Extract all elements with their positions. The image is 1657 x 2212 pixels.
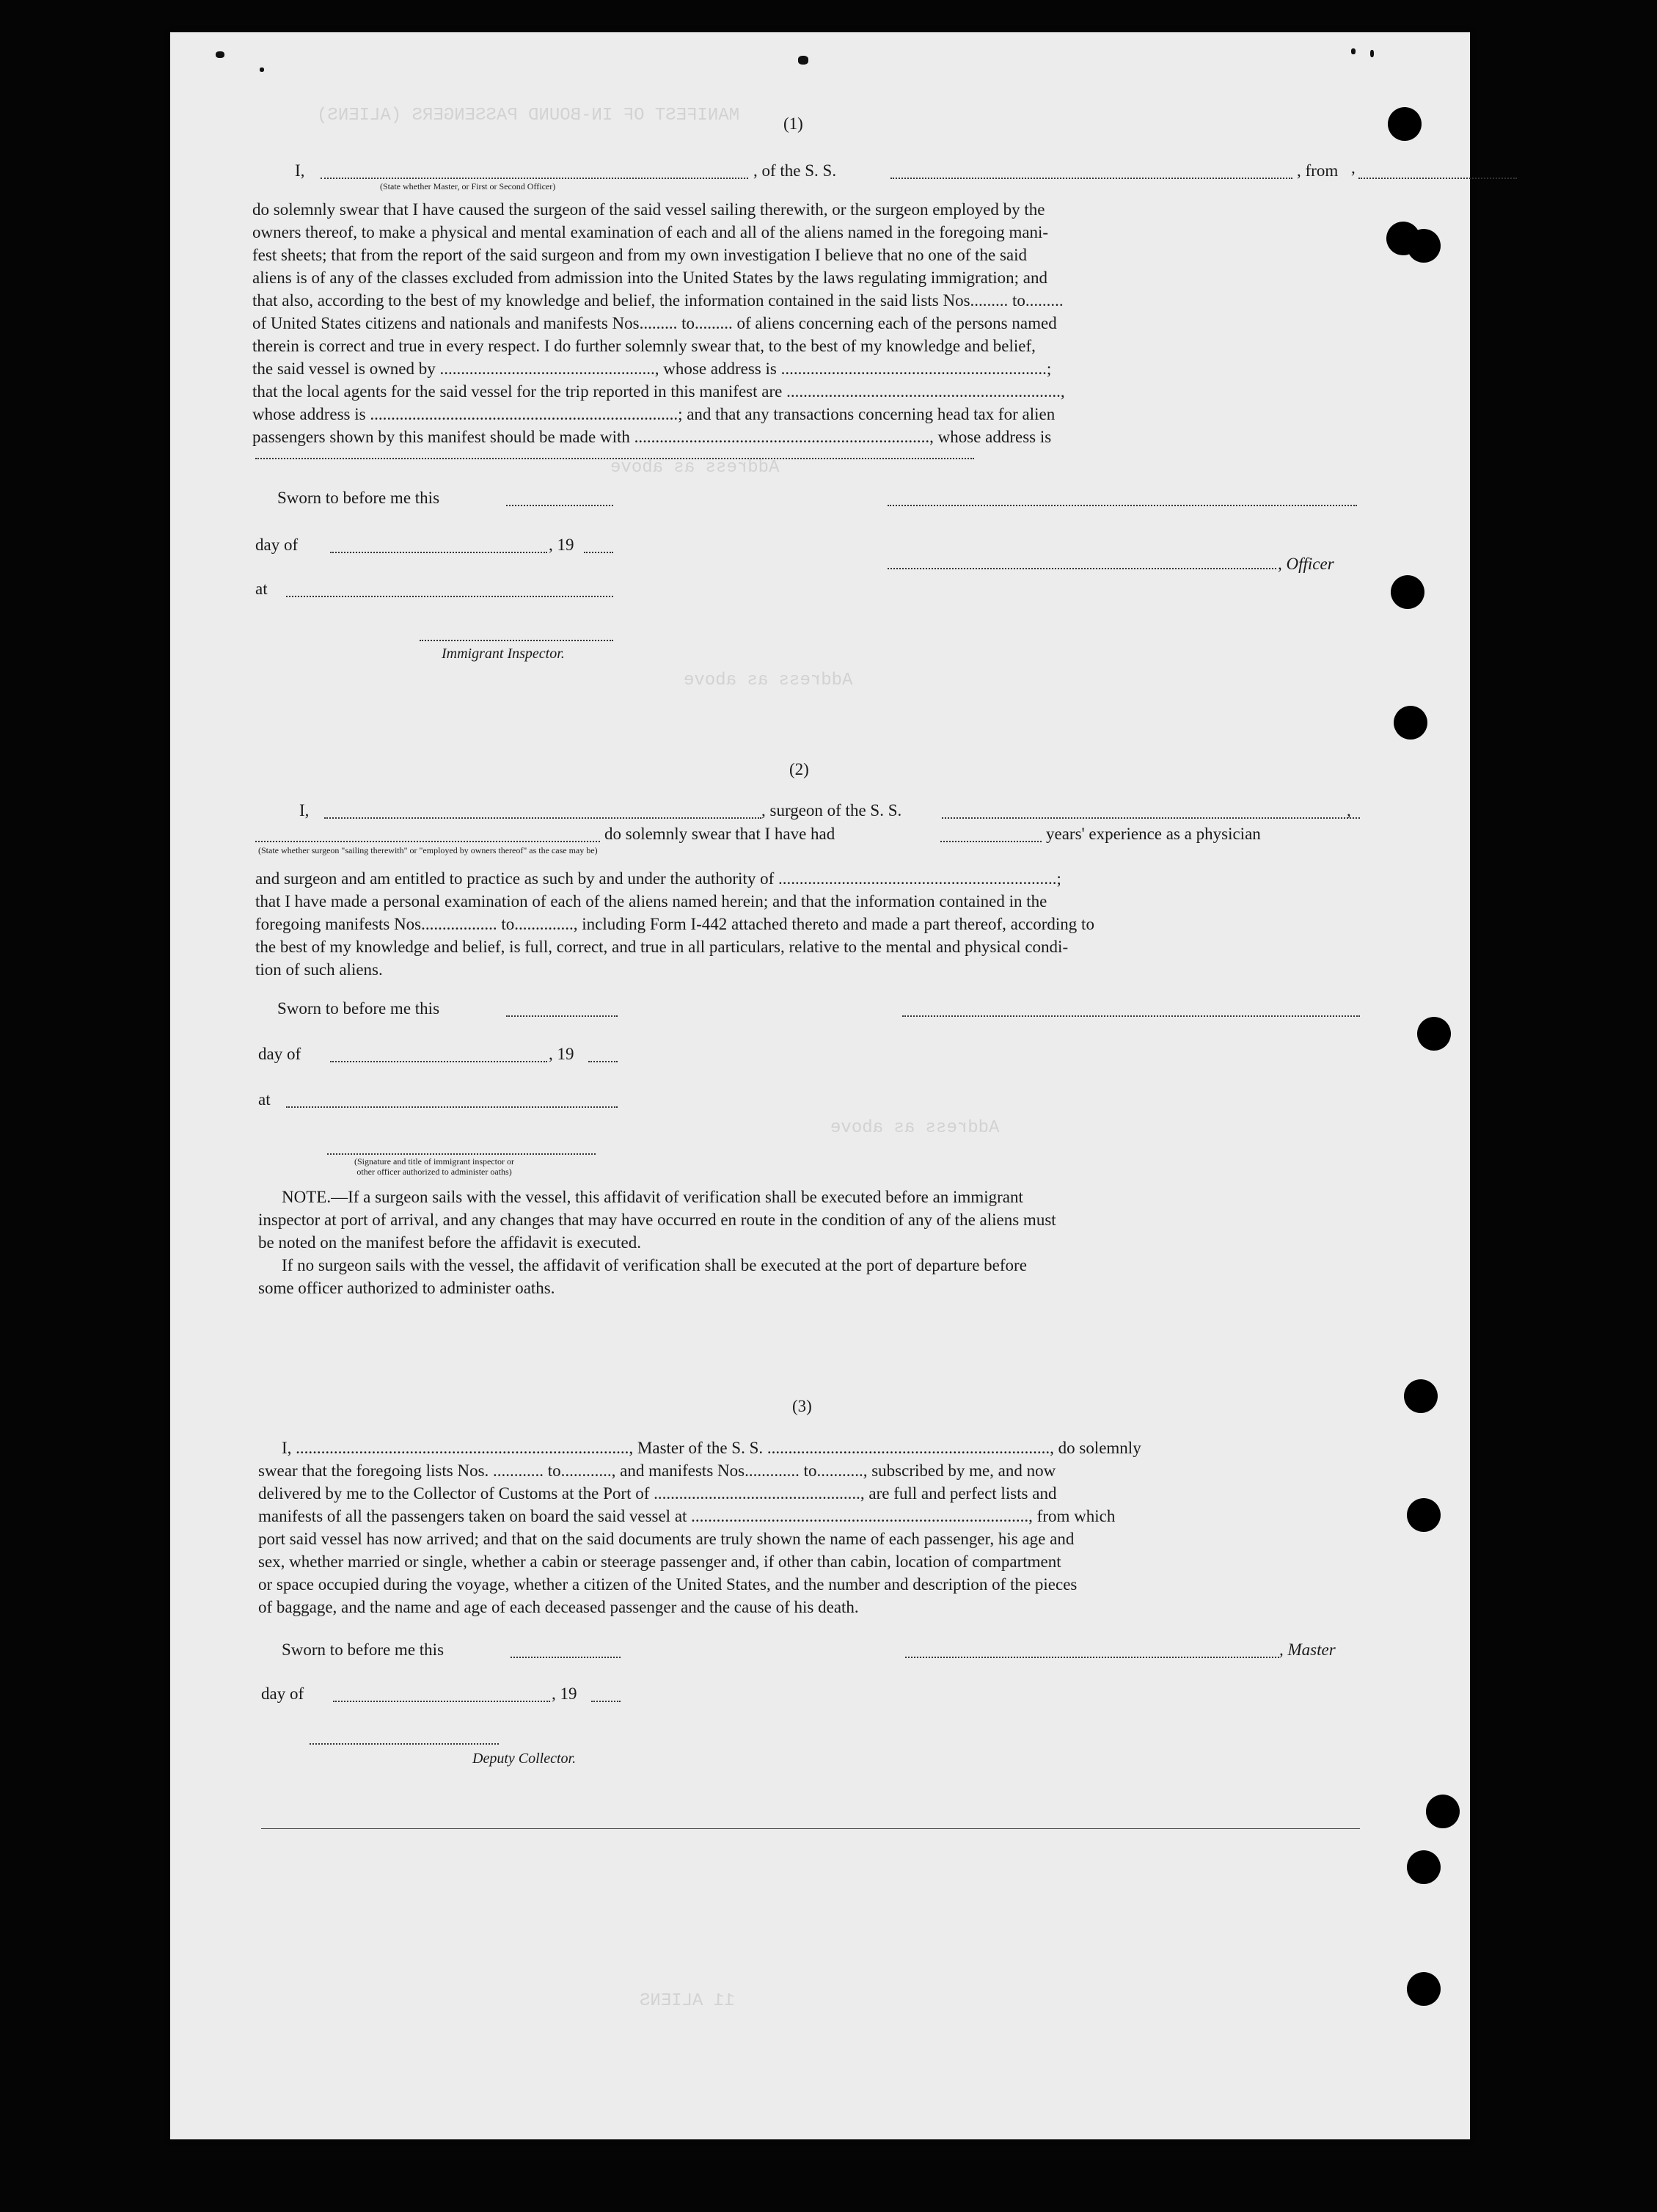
at-place-field xyxy=(286,596,613,597)
officer-rank-note: (State whether Master, or First or Second Officer) xyxy=(380,181,556,191)
immigrant-inspector-label: Immigrant Inspector. xyxy=(442,646,565,662)
year-field xyxy=(584,552,613,553)
text-line: fest sheets; that from the report of the said surgeon and from my own investigation I believe that no one of the said xyxy=(252,246,1028,264)
year-field xyxy=(591,1701,621,1702)
text-line: I, ..............................................................................., Master of the S. S. ..................................................................., do solemnly xyxy=(282,1439,1141,1457)
oath-i-label: I, xyxy=(295,161,305,180)
surgeon-of-ss-label: , surgeon of the S. S. xyxy=(761,801,902,820)
vessel-name-field xyxy=(890,178,1292,179)
punch-hole xyxy=(1407,229,1441,263)
month-field xyxy=(330,552,547,553)
day-of-label: day of xyxy=(261,1684,304,1703)
officer-label: , Officer xyxy=(1278,555,1334,573)
ink-mark xyxy=(1351,48,1356,54)
surgeon-vessel-field xyxy=(942,817,1360,819)
master-signature-field xyxy=(905,1657,1279,1658)
deputy-collector-label: Deputy Collector. xyxy=(472,1751,577,1767)
bottom-rule xyxy=(261,1828,1360,1829)
from-label: , from xyxy=(1297,161,1339,180)
punch-hole xyxy=(1388,107,1422,141)
text-line: tion of such aliens. xyxy=(255,960,383,979)
punch-hole xyxy=(1407,1498,1441,1532)
bleed-through-text: MANIFEST OF IN-BOUND PASSENGERS (ALIENS) xyxy=(317,106,740,125)
inspector-signature-field xyxy=(420,640,613,641)
text-line: whose address is .........................................................................; and that any transactions concerning head tax for alien xyxy=(252,405,1056,423)
of-the-ss-label: , of the S. S. xyxy=(753,161,837,180)
master-label: , Master xyxy=(1279,1640,1336,1659)
text-line: that the local agents for the said vessel for the trip reported in this manifest are ................................................................., xyxy=(252,382,1065,401)
punch-hole xyxy=(1417,1017,1451,1051)
punch-hole xyxy=(1404,1379,1438,1413)
text-line: the said vessel is owned by ..................................................., whose address is ...............................................................; xyxy=(252,359,1052,378)
text-line: that also, according to the best of my knowledge and belief, the information contained in the said lists Nos......... to......... xyxy=(252,291,1064,310)
section-1-number: (1) xyxy=(783,114,803,133)
text-line: passengers shown by this manifest should be made with ......................................................................, whose address is xyxy=(252,428,1052,446)
year-prefix: , 19 xyxy=(549,536,574,554)
document-page: MANIFEST OF IN-BOUND PASSENGERS (ALIENS) Address as above Address as above Address as above 11 ALIENS (1) I, , of the S. S. , from , (State whether Master, or First or Second Officer) do solemnly swear that I have caused the surgeon of the said vessel sailing therewith, or the surgeon employed by the owners thereof, to make a physical and mental examination of each and all of the aliens named in the foregoing mani- fest sheets; that from the report of the said surgeon and from my own investigation I believe that no one of the said aliens is of any of the classes excluded from admission into the United States by the laws regulating immigration; and that also, according to the best of my knowledge and belief, the information contained in the said lists Nos......... to......... of United States citizens and nationals and manifests Nos......... to......... of aliens concerning each of the persons named therein is correct and true in every respect. I do further solemnly swear that, to the best of my knowledge and belief, the said vessel is owned by ..................................................., whose address is ...............................................................; that the local agents for the said vessel for the trip reported in this manifest are ................................................................., whose address is .........................................................................; and that any transactions concerning head tax for alien passengers shown by this manifest should be made with ......................................................................, whose address is Sworn to before me this day of , 19 , Officer at Immigrant Inspector. (2) I, , surgeon of the S. S. , do solemnly swear that I have had years' experience as a physician (State whether surgeon "sailing therewith" or "employed by owners thereof" as the case may be) and surgeon and am entitled to practice as such by and under the authority of ..................................................................; that I have made a personal examination of each of the aliens named herein; and that the information contained in the foregoing manifests Nos.................. to.............., including Form I-442 attached thereto and made a part thereof, according to the best of my knowledge and belief, is full, correct, and true in all particulars, relative to the mental and physical condi- tion of such aliens. Sworn to before me this day of , 19 at (Signature and title of immigrant inspector or other officer authorized to administer oaths) NOTE.—If a surgeon sails with the vessel, this affidavit of verification shall be executed before an immigrant inspector at port of arrival, and any changes that may have occurred en route in the condition of any of the aliens must be noted on the manifest before the affidavit is executed. If no surgeon sails with the vessel, the affidavit of verification shall be executed at the port of departure before some officer authorized to administer oaths. (3) I, ..............................................................................., Master of the S. S. ..................................................................., do solemnly swear that the foregoing lists Nos. ............ to............, and manifests Nos............. to..........., subscribed by me, and now delivered by me to the Collector of Customs at the Port of ................................................., are full and perfect lists and manifests of all the passengers taken on board the said vessel at ................................................................................, from which port said vessel has now arrived; and that on the said documents are truly shown the name of each passenger, his age and sex, whether married or single, whether a cabin or steerage passenger and, if other than cabin, location of compartment or space occupied during the voyage, whether a citizen of the United States, and the number and description of the pieces of baggage, and the name and age of each deceased passenger and the cause of his death. Sworn to before me this , Master day of , 19 Deputy Collector. xyxy=(170,32,1470,2139)
text-line: that I have made a personal examination of each of the aliens named herein; and that the information contained in the xyxy=(255,892,1047,910)
surgeon-status-note: (State whether surgeon "sailing therewith" or "employed by owners thereof" as the case may be) xyxy=(258,845,598,855)
text-line: NOTE.—If a surgeon sails with the vessel, this affidavit of verification shall be executed before an immigrant xyxy=(282,1188,1023,1206)
text-line: the best of my knowledge and belief, is full, correct, and true in all particulars, relative to the mental and physical condi- xyxy=(255,938,1069,956)
sworn-label: Sworn to before me this xyxy=(277,999,440,1018)
surgeon-signature-field xyxy=(902,1015,1360,1017)
text-line: port said vessel has now arrived; and that on the said documents are truly shown the name of each passenger, his age and xyxy=(258,1530,1075,1548)
year-prefix: , 19 xyxy=(552,1684,577,1703)
section-1-paragraph xyxy=(252,198,1353,448)
year-prefix: , 19 xyxy=(549,1045,574,1063)
from-port-field xyxy=(1358,178,1517,179)
sworn-day-field xyxy=(506,505,613,506)
section-3-number: (3) xyxy=(792,1397,812,1415)
bleed-through-text: Address as above xyxy=(830,1118,1000,1138)
surgeon-name-field xyxy=(324,817,761,819)
day-of-label: day of xyxy=(258,1045,301,1063)
at-label: at xyxy=(255,580,268,598)
month-field xyxy=(333,1701,550,1702)
sworn-day-field xyxy=(511,1657,621,1658)
text-line: delivered by me to the Collector of Customs at the Port of ................................................., are full and perfect lists and xyxy=(258,1484,1057,1503)
bleed-through-text: 11 ALIENS xyxy=(640,1991,735,2011)
text-line: some officer authorized to administer oaths. xyxy=(258,1279,555,1297)
at-label: at xyxy=(258,1090,271,1109)
text-line: do solemnly swear that I have caused the surgeon of the said vessel sailing therewith, or the surgeon employed by the xyxy=(252,200,1045,219)
bleed-through-text: Address as above xyxy=(610,458,780,478)
text-line: or space occupied during the voyage, whether a citizen of the United States, and the number and description of the pieces xyxy=(258,1575,1078,1594)
punch-hole xyxy=(1407,1850,1441,1884)
section-2-number: (2) xyxy=(789,760,809,778)
text-line: inspector at port of arrival, and any changes that may have occurred en route in the condition of any of the aliens must xyxy=(258,1211,1056,1229)
ink-mark xyxy=(798,56,808,65)
at-place-field xyxy=(286,1106,618,1108)
text-line: be noted on the manifest before the affidavit is executed. xyxy=(258,1233,641,1252)
year-field xyxy=(588,1061,618,1062)
years-experience-label: years' experience as a physician xyxy=(1046,825,1261,843)
punch-hole xyxy=(1426,1795,1460,1828)
master-name-field xyxy=(321,178,748,179)
section-3-paragraph xyxy=(258,1437,1358,1618)
text-line: If no surgeon sails with the vessel, the affidavit of verification shall be executed at the port of departure before xyxy=(282,1256,1027,1274)
bleed-through-text: Address as above xyxy=(684,671,853,690)
month-field xyxy=(330,1061,547,1062)
punch-hole xyxy=(1391,575,1424,609)
text-line: aliens is of any of the classes excluded from admission into the United States by the laws regulating immigration; and xyxy=(252,269,1047,287)
ink-mark xyxy=(260,67,264,72)
ink-mark xyxy=(216,51,224,58)
text-line: of baggage, and the name and age of each deceased passenger and the cause of his death. xyxy=(258,1598,859,1616)
text-line: of United States citizens and nationals and manifests Nos......... to......... of aliens concerning each of the persons named xyxy=(252,314,1057,332)
signature-title-note: (Signature and title of immigrant inspector or other officer authorized to administer oaths) xyxy=(354,1156,514,1177)
text-line: foregoing manifests Nos.................. to.............., including Form I-442 attached thereto and made a part thereof, according to xyxy=(255,915,1094,933)
note-paragraph xyxy=(258,1186,1358,1299)
sworn-day-field xyxy=(506,1015,618,1017)
section-2-paragraph xyxy=(255,867,1356,981)
officer-title-field xyxy=(888,568,1276,569)
years-field xyxy=(940,841,1042,842)
inspector-signature-field xyxy=(327,1153,596,1155)
officer-signature-field xyxy=(888,505,1357,506)
sworn-label: Sworn to before me this xyxy=(282,1640,445,1659)
punch-hole xyxy=(1394,706,1427,740)
punch-hole xyxy=(1407,1972,1441,2006)
agent-address-field xyxy=(255,458,974,459)
surgeon-i-label: I, xyxy=(299,801,310,820)
text-line: therein is correct and true in every respect. I do further solemnly swear that, to the best of my knowledge and belief, xyxy=(252,337,1036,355)
text-line: and surgeon and am entitled to practice as such by and under the authority of ..................................................................; xyxy=(255,869,1061,888)
day-of-label: day of xyxy=(255,536,299,554)
swear-years-label: do solemnly swear that I have had xyxy=(604,825,835,843)
ink-mark xyxy=(1370,50,1374,57)
text-line: sex, whether married or single, whether a cabin or steerage passenger and, if other than cabin, location of compartment xyxy=(258,1552,1061,1571)
collector-signature-field xyxy=(310,1743,499,1745)
surgeon-status-field xyxy=(255,841,600,842)
sworn-label: Sworn to before me this xyxy=(277,489,440,507)
text-line: owners thereof, to make a physical and mental examination of each and all of the aliens named in the foregoing mani- xyxy=(252,223,1049,241)
text-line: manifests of all the passengers taken on board the said vessel at ................................................................................, from which xyxy=(258,1507,1116,1525)
text-line: swear that the foregoing lists Nos. ............ to............, and manifests Nos............. to..........., subscribed by me, and now xyxy=(258,1461,1056,1480)
